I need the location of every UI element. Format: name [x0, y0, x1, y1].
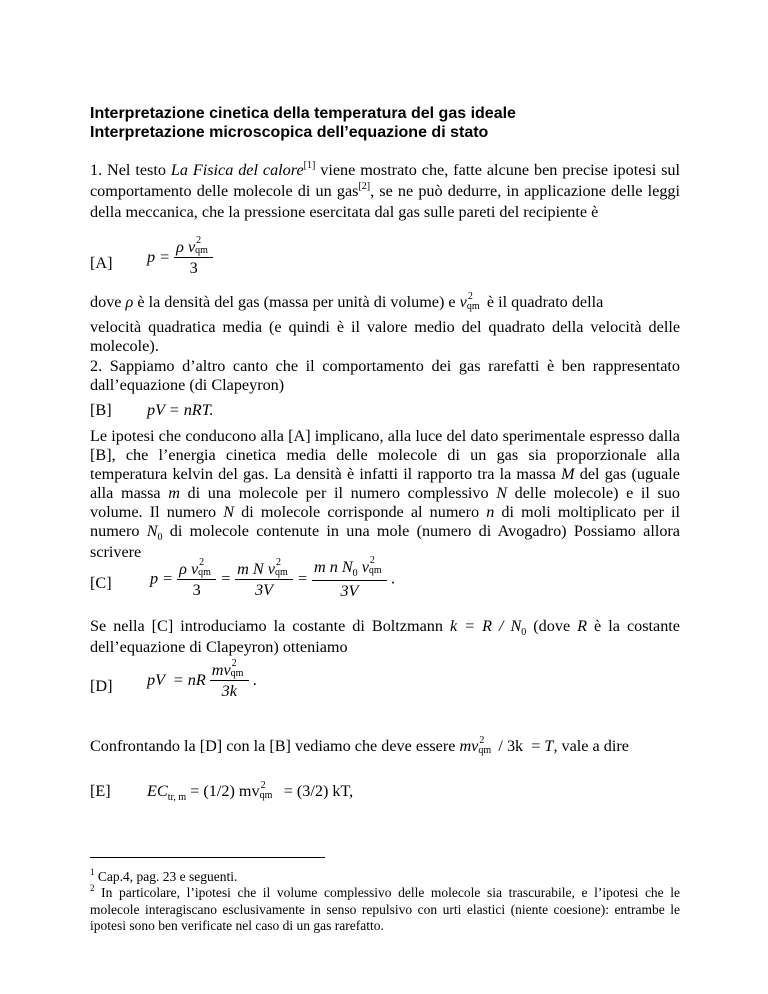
reference-2: [2] — [358, 181, 371, 192]
fraction-c-2: m N v 2 qm 3V — [235, 560, 293, 599]
book-title: La Fisica del calore — [170, 161, 304, 179]
equation-d: pV = nR mv 2 qm 3k . — [147, 658, 257, 700]
paragraph-6: Confrontando la [D] con la [B] vediamo che deve essere mv 2 qm / 3k = T, vale a dire — [90, 735, 629, 756]
equation-label-d: [D] — [90, 677, 113, 695]
equation-c: p = ρ v 2 qm 3 = m N v 2 qm 3V = m n $N_0$ v 2 qm 3V . — [150, 555, 395, 600]
equation-label-b: [B] — [90, 401, 112, 419]
paragraph-5: Se nella [C] introduciamo la costante di Boltzmann $k = R / N_0$ (dove R è la costante dell’equazione di Clapeyron) otteniamo — [90, 617, 680, 656]
equation-a: p = ρ v 2 qm 3 — [147, 238, 213, 277]
paragraph-1: 1. Nel testo La Fisica del calore[1] viene mostrato che, fatte alcune ben precise ipotesi sul comportamento delle molecole di un gas[2], se ne può dedurre, in applicazione delle leggi della meccanica, che la pressione esercitata dal gas sulle pareti del recipiente è — [90, 160, 681, 221]
equation-label-c: [C] — [90, 574, 112, 592]
footnote-1: $^1$ Cap.4, pag. 23 e seguenti. — [90, 867, 238, 884]
fraction-a: ρ v 2 qm 3 — [174, 238, 213, 277]
paragraph-4: Le ipotesi che conducono alla [A] implicano, alla luce del dato sperimentale espresso dalla [B], che l’energia cinetica media delle molecole di un gas sia proporzionale alla temperatura kelvin del gas. La densità è infatti il rapporto tra la massa M del gas (uguale alla massa m di una molecole per il numero complessivo N delle molecole) e il suo volume. Il numero N di molecole corrisponde al numero n di moli moltiplicato per il numero $N_0$ di molecole contenute in una mole (numero di Avogadro) Possiamo allora scrivere — [90, 427, 680, 561]
paragraph-3: 2. Sappiamo d’altro canto che il comportamento dei gas rarefatti è ben rappresentato dall’equazione (di Clapeyron) — [90, 357, 680, 394]
paragraph-2-line-2: velocità quadratica media (e quindi è il valore medio del quadrato della velocità delle molecole). — [90, 318, 680, 355]
equation-label-a: [A] — [90, 254, 113, 272]
footnote-separator — [90, 857, 325, 858]
paragraph-2-line-1: dove ρ è la densità del gas (massa per unità di volume) e v 2 qm è il quadrato della — [90, 291, 604, 312]
equation-e: $EC_{tr, m} = (1/2)$ mv 2 qm = (3/2) kT, — [147, 780, 354, 803]
fraction-c-1: ρ v 2 qm 3 — [177, 560, 216, 599]
equation-label-e: [E] — [90, 782, 111, 800]
footnote-2: $^2$ In particolare, l’ipotesi che il volume complessivo delle molecole sia trascurabile, e l’ipotesi che le molecole interagiscano esclusivamente in senso repulsivo con urti elastici (niente coesione): entrambe le ipotesi sono ben verificate nel caso di un gas rarefatto. — [90, 883, 681, 933]
title-line-1: Interpretazione cinetica della temperatura del gas ideale — [90, 105, 516, 122]
reference-1: [1] — [303, 160, 316, 171]
title-line-2: Interpretazione microscopica dell’equazione di stato — [90, 124, 489, 141]
equation-b: pV = nRT. — [147, 401, 214, 419]
fraction-c-3: m n $N_0$ v 2 qm 3V — [312, 558, 387, 600]
fraction-d: mv 2 qm 3k — [210, 661, 249, 700]
